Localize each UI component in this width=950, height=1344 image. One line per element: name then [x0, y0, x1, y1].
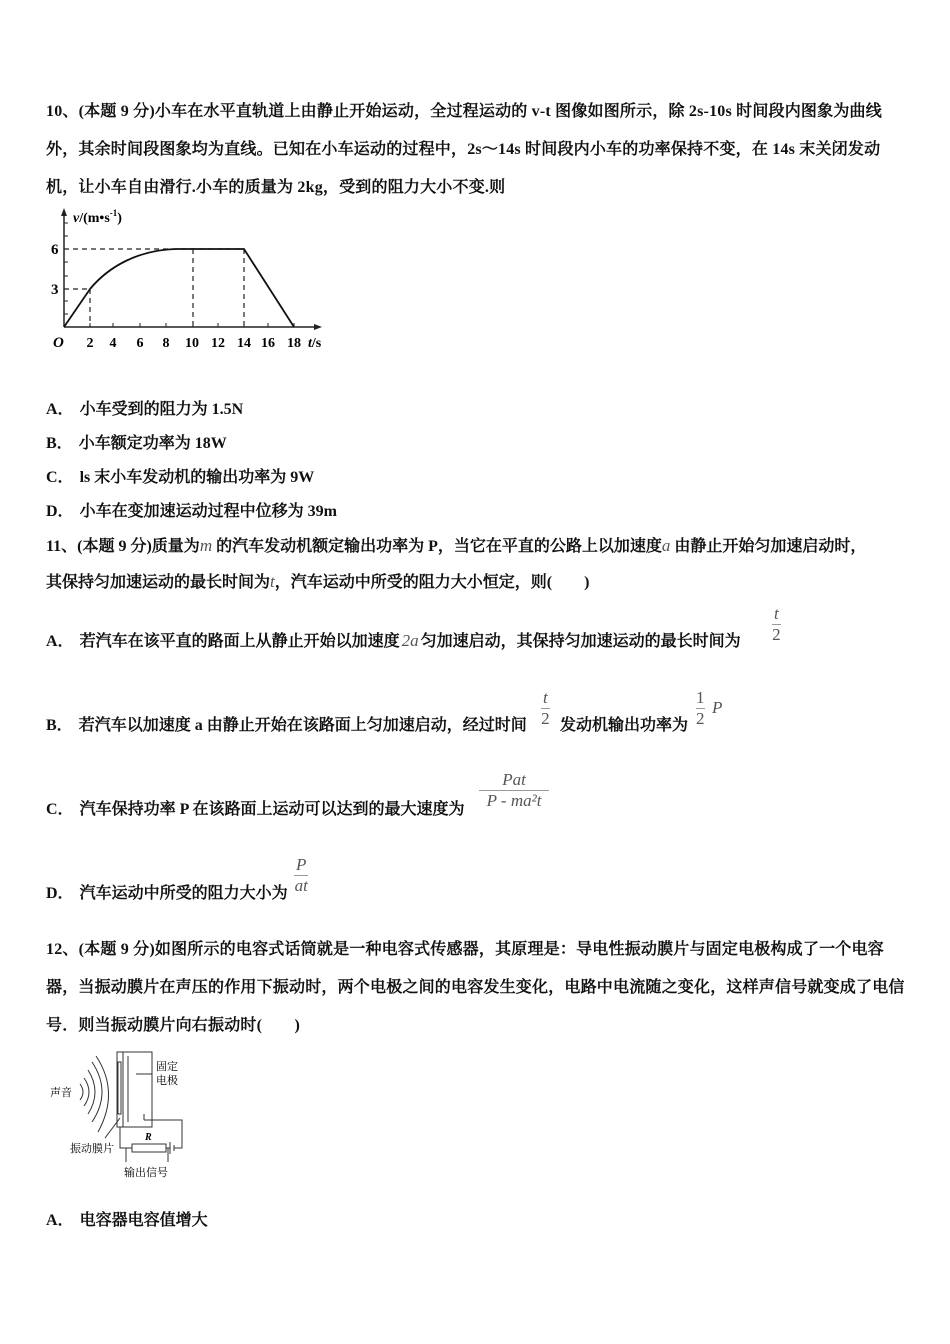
q11-c-fraction: Pat P - ma²t — [479, 770, 549, 811]
q10-option-c[interactable]: C． ls 末小车发动机的输出功率为 9W — [46, 469, 315, 486]
y-axis-label: $v/(m•s^{-1})$ — [73, 208, 122, 226]
question-number: 10、 — [46, 103, 79, 120]
q10-option-d[interactable]: D． 小车在变加速运动过程中位移为 39m — [46, 503, 337, 520]
q12-option-a[interactable]: A． 电容器电容值增大 — [46, 1212, 208, 1229]
y-tick-label-6: 6 — [51, 242, 59, 258]
svg-text:4: 4 — [109, 336, 117, 351]
q11-option-a[interactable]: A． 若汽车在该平直的路面上从静止开始以加速度 2a 匀加速启动，其保持匀加速运动的最长时间为 — [46, 631, 741, 650]
label-sound: 声音 — [50, 1087, 72, 1099]
question-12-stem: 12、(本题 9 分)如图所示的电容式话筒就是一种电容式传感器，其原理是：导电性振动膜片与固定电极构成了一个电容器，当振动膜片在声压的作用下振动时，两个电极之间的电容发生变化，电路中电流随之变化，这样声信号就变成了电信号．则当振动膜片向右振动时( ) — [46, 941, 905, 1034]
y-tick-label-3: 3 — [51, 282, 59, 298]
label-diaphragm: 振动膜片 — [70, 1143, 114, 1155]
q11-d-fraction: P at — [294, 855, 308, 895]
q11-option-c[interactable]: C． 汽车保持功率 P 在该路面上运动可以达到的最大速度为 — [46, 801, 465, 818]
q11-a-fraction: t 2 — [772, 604, 781, 644]
svg-text:8: 8 — [162, 336, 170, 351]
label-output-signal: 输出信号 — [124, 1167, 168, 1179]
label-fixed-electrode-1: 固定 — [156, 1061, 178, 1073]
q11-option-d[interactable]: D． 汽车运动中所受的阻力大小为 — [46, 885, 288, 902]
math-2a: 2a — [401, 631, 419, 650]
x-axis-label: t/s — [308, 336, 322, 351]
q11-b-fraction-time: t 2 — [541, 688, 550, 728]
label-fixed-electrode-2: 电极 — [156, 1075, 178, 1087]
origin-label: O — [53, 335, 64, 351]
x-tick-labels — [87, 336, 302, 351]
question-11-stem-line2: 其保持匀加速运动的最长时间为t，汽车运动中所受的阻力大小恒定，则( ) — [46, 572, 590, 591]
q10-option-b[interactable]: B． 小车额定功率为 18W — [46, 435, 227, 452]
svg-text:6: 6 — [136, 336, 144, 351]
capacitor-microphone-diagram — [40, 1040, 200, 1185]
var-a: a — [661, 536, 671, 555]
svg-text:2: 2 — [86, 336, 94, 351]
vt-chart — [40, 205, 340, 360]
var-m: m — [199, 536, 213, 555]
chart-axes — [64, 212, 318, 327]
q11-b-power-symbol: P — [712, 698, 723, 717]
question-score: (本题 9 分) — [78, 103, 155, 120]
y-axis-arrow-icon — [61, 208, 67, 216]
var-t: t — [270, 572, 275, 591]
q10-option-a[interactable]: A． 小车受到的阻力为 1.5N — [46, 401, 244, 418]
svg-text:10: 10 — [185, 336, 199, 351]
svg-text:16: 16 — [261, 336, 275, 351]
svg-text:12: 12 — [211, 336, 225, 351]
label-resistor: R — [145, 1132, 152, 1143]
question-10-stem — [46, 93, 908, 207]
svg-text:18: 18 — [287, 336, 301, 351]
x-axis-arrow-icon — [314, 324, 322, 330]
q11-b-fraction-power: 1 2 — [696, 688, 705, 728]
q11-option-b-part2: 发动机输出功率为 — [560, 717, 689, 734]
vt-curve — [64, 249, 294, 327]
question-text: 小车在水平直轨道上由静止开始运动，全过程运动的 v-t 图像如图所示，除 2s-10s 时间段内图象为曲线外，其余时间段图象均为直线。已知在小车运动的过程中，2s～14s 时间段内小车的功率保持不变，在 14s 末关闭发动机，让小车自由滑行.小车的质量为 2kg，受到的阻力大小不变.则 — [46, 103, 882, 196]
question-11-stem-line1: 11、(本题 9 分)质量为m 的汽车发动机额定输出功率为 P，当它在平直的公路上以加速度a 由静止开始匀加速启动时， — [46, 536, 867, 555]
svg-text:14: 14 — [237, 336, 251, 351]
q11-option-b[interactable]: B． 若汽车以加速度 a 由静止开始在该路面上匀加速启动，经过时间 — [46, 717, 527, 734]
